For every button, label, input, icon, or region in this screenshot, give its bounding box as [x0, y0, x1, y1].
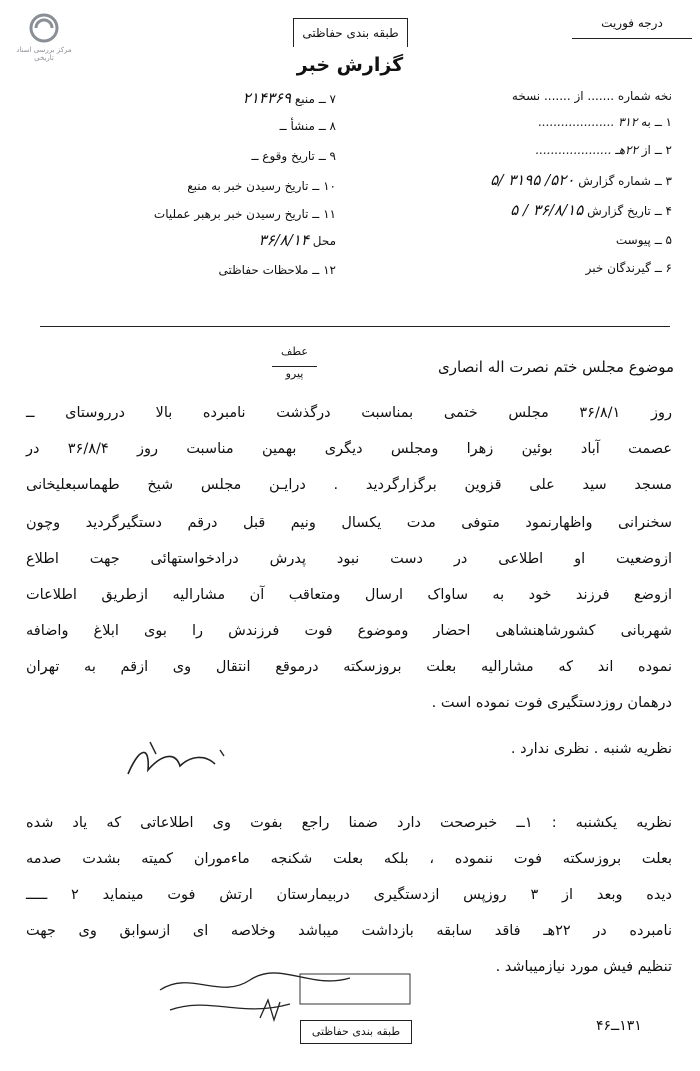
field-value: ــ: [251, 149, 259, 163]
opinion-saturday: نظریه شنبه . نظری ندارد .: [510, 741, 672, 757]
field-value: ــ: [279, 119, 287, 133]
field-label: ۱ ــ به: [641, 115, 672, 129]
peyro-label: پیرو: [272, 366, 317, 380]
field-label: ۷ ــ منبع: [294, 92, 336, 106]
classification-top: طبقه بندی حفاظتی: [293, 18, 408, 47]
field-value: ۳۶/۸/۱۴: [258, 231, 309, 249]
subject-text: مجلس ختم نصرت اله انصاری: [438, 358, 624, 376]
field-label: ۱۰ ــ تاریخ رسیدن خبر به منبع: [187, 179, 336, 193]
opinion-sunday-line: دیده وبعد از ۳ روزپس ازدستگیری دربیمارستان ارتش فوت مینماید ۲ ـــــ: [26, 887, 672, 903]
reference-box: [272, 345, 317, 380]
field-value: ۵۲۰/ ۳۱۹۵ /۵: [490, 171, 575, 189]
field-recipients: [392, 258, 672, 278]
header-divider: [40, 326, 670, 327]
field-occurrence-date: [46, 146, 336, 166]
field-value: ۳۱۲ ....................: [537, 115, 638, 129]
field-copy-number: [392, 86, 672, 106]
report-title: گزارش خبر: [296, 54, 404, 76]
page-number: ۱۳۱ــ۴۶: [596, 1018, 642, 1034]
field-label: ۳ ــ شماره گزارش: [578, 174, 672, 188]
field-label: ۲ ــ از: [641, 143, 672, 157]
field-value: ۲۲هـ ....................: [535, 143, 638, 157]
subject-line: [438, 358, 674, 376]
body-line: نموده اند که مشارالیه بعلت بروزسکته درموقع انتقال وی ازقم به تهران: [26, 659, 672, 675]
field-attachment: [392, 230, 672, 250]
field-origin: [46, 116, 336, 136]
classification-bottom: طبقه بندی حفاظتی: [300, 1020, 412, 1044]
opinion-sunday-line: تنظیم فیش مورد نیازمیباشد .: [495, 959, 672, 975]
atf-label: عطف: [281, 345, 308, 358]
field-label: ۱۱ ــ تاریخ رسیدن خبر برهبر عملیات: [153, 207, 336, 221]
archive-logo: [6, 12, 82, 60]
field-to: [392, 112, 672, 132]
urgency-degree: درجه فوریت: [572, 8, 692, 39]
body-line: درهمان روزدستگیری فوت نموده است .: [431, 695, 672, 711]
body-line: عصمت آباد بوئین زهرا ومجلس دیگری بهمین مناسبت روز ۳۶/۸/۴ در: [26, 441, 672, 457]
body-line: مسجد سید علی قزوین برگزارگردید . درایـن مجلس شیخ طهماسبعلیخانی: [26, 477, 672, 493]
logo-caption: مرکز بررسی اسناد تاریخی: [16, 46, 72, 62]
field-security-notes: [46, 260, 336, 280]
opinion-sunday-line: بعلت بروزسکته فوت ننموده ، بلکه بعلت شکنجه ماءموران کمیته بشدت صدمه: [26, 851, 672, 867]
body-line: ازوضعیت او اطلاعی در دست نبود پدرش درادخواستهائی جهت اطلاع: [26, 551, 672, 567]
field-value: ۲۱۴۳۶۹: [242, 89, 291, 107]
body-line: شهربانی کشورشاهنشاهی احضار وموضوع فوت فرزندش را بوی ابلاغ واضافه: [26, 623, 672, 639]
field-label: ۸ ــ منشأ: [290, 119, 336, 133]
field-ops-received-date: [46, 204, 336, 224]
field-label: ۵ ــ پیوست: [615, 233, 672, 247]
subject-label: موضوع: [628, 358, 674, 376]
field-location: [46, 230, 336, 250]
opinion-sunday-line: نامبرده در ۲۲هـ فاقد سابقه بازداشت میباشد وخلاصه ای ازسوابق وی جهت: [26, 923, 673, 939]
field-source: [46, 88, 336, 108]
body-line: سخنرانی واظهارنمود متوفی مدت یکسال ونیم قبل درقم دستگیرگردید وچون: [26, 515, 672, 531]
field-report-number: [382, 170, 672, 190]
field-label: محل: [312, 234, 336, 248]
field-label: ۴ ــ تاریخ گزارش: [587, 204, 672, 218]
field-from: [392, 140, 672, 160]
body-line: روز ۳۶/۸/۱ مجلس ختمی بمناسبت درگذشت نامبرده بالا درروستای ــ: [26, 405, 672, 421]
field-source-received-date: [46, 176, 336, 196]
field-label: ۹ ــ تاریخ وقوع: [262, 149, 336, 163]
field-report-date: [382, 200, 672, 220]
body-line: ازوضع فرزند خود به ساواک ارسال ومتعاقب آن مشارالیه ازطریق اطلاعات: [26, 587, 672, 603]
field-label: ۱۲ ــ ملاحظات حفاظتی: [218, 263, 336, 277]
field-value: ۳۶/۸/۱۵ / ۵: [510, 201, 584, 219]
opinion-sunday-line: نظریه یکشنبه : ۱ــ خبرصحت دارد ضمنا راجع بفوت وی اطلاعاتی که یاد شده: [26, 815, 672, 831]
field-label: نخه شماره ....... از ....... نسخه: [511, 89, 672, 103]
field-label: ۶ ــ گیرندگان خبر: [585, 261, 672, 275]
